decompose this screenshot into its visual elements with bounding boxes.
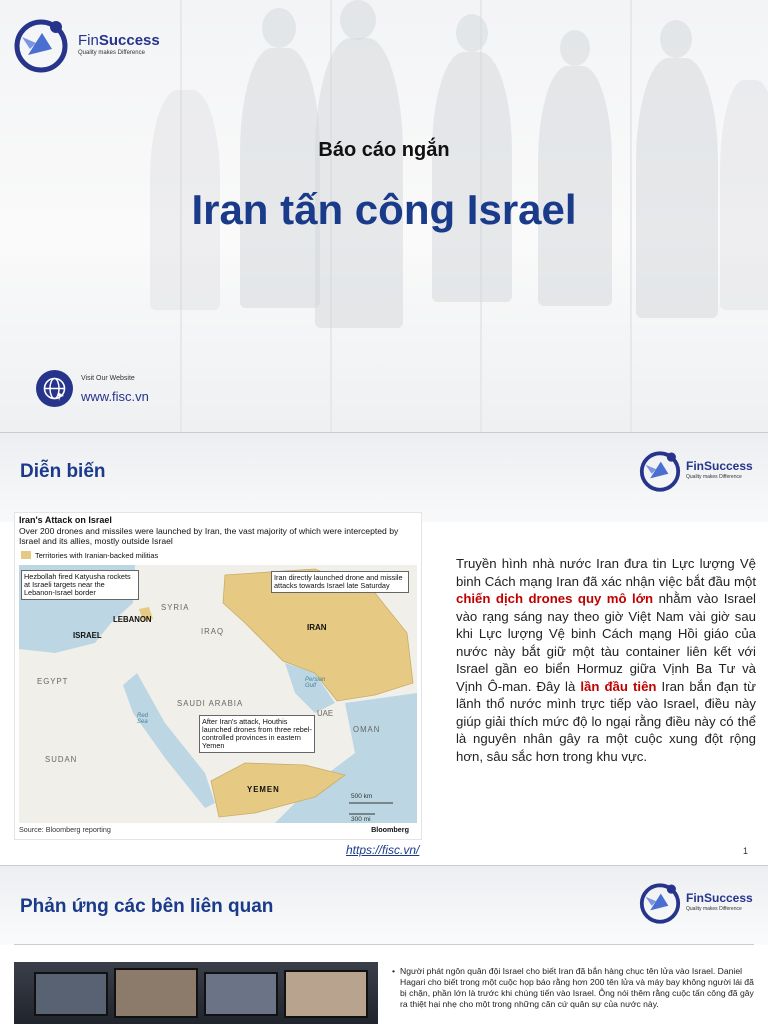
label-persian-gulf: Persian Gulf: [305, 677, 326, 689]
label-yemen: YEMEN: [247, 785, 280, 794]
page-number: 1: [743, 846, 749, 856]
label-lebanon: LEBANON: [113, 615, 152, 624]
label-egypt: EGYPT: [37, 677, 69, 686]
brand-logo: [12, 15, 160, 73]
brand-tagline: Quality makes Difference: [686, 474, 742, 480]
callout-iran: Iran directly launched drone and missile attacks towards Israel late Saturday: [271, 571, 409, 593]
scale-mi: 300 mi: [351, 816, 371, 823]
label-iran: IRAN: [307, 623, 327, 632]
brand-tagline: Quality makes Difference: [78, 49, 145, 56]
label-uae: UAE: [317, 709, 334, 718]
brand-name-suffix: Success: [704, 459, 753, 473]
brand-tagline: Quality makes Difference: [686, 906, 742, 912]
website-link[interactable]: www.fisc.vn: [81, 389, 149, 404]
report-title: Iran tấn công Israel: [191, 186, 577, 233]
callout-hezbollah: Hezbollah fired Katyusha rockets at Israeli targets near the Lebanon-Israel border: [21, 570, 139, 600]
title-slide: [0, 0, 768, 432]
brand-mark-icon: [638, 448, 682, 492]
para-highlight-2: lần đầu tiên: [580, 678, 657, 694]
para-highlight-1: chiến dịch drones quy mô lớn: [456, 591, 654, 606]
brand-logo-small: [638, 880, 753, 924]
events-paragraph: [456, 555, 756, 765]
brand-mark-icon: [638, 880, 682, 924]
events-heading: Diễn biến: [20, 461, 106, 482]
fisc-link[interactable]: https://fisc.vn/: [346, 843, 420, 857]
label-red-sea: Red Sea: [137, 713, 149, 725]
map-title: Iran's Attack on Israel: [19, 515, 112, 525]
label-oman: OMAN: [353, 725, 381, 734]
globe-icon[interactable]: [36, 370, 73, 407]
map-legend: Territories with Iranian-backed militias: [35, 551, 159, 560]
bullet-item: • Người phát ngôn quân đội Israel cho biết Iran đã bắn hàng chục tên lửa vào Israel. Daniel Hagari cho biết trong một cuộc họp báo rằng hơn 200 tên lửa và máy bay không người lái đã bị chặn, phần lớn là trước khi chúng tiến vào Israel. Ông nói thêm rằng cuộc tấn công đã gây ra thiệt hại nhẹ cho một trong những căn cứ quân sự của nước này.: [392, 966, 754, 1009]
brand-name-suffix: Success: [704, 891, 753, 905]
para-part-2: nhằm vào Israel vào rạng sáng nay theo giờ Việt Nam vài giờ sau khi Lực lượng Vệ binh Cách mạng Hồi giáo của nước này bắt giữ một tàu container liên kết với Israel gần eo biển Hormuz giữa Vịnh Ba Tư và Vịnh Ô-man. Đây là: [456, 591, 756, 694]
reactions-heading: Phản ứng các bên liên quan: [20, 896, 274, 917]
brand-logo-small: [638, 448, 753, 492]
report-subtitle: Báo cáo ngắn: [318, 139, 450, 161]
visit-website-label: Visit Our Website: [81, 375, 135, 382]
brand-name-prefix: Fin: [686, 891, 704, 905]
map-source: Source: Bloomberg reporting: [19, 825, 111, 834]
map-subtitle: Over 200 drones and missiles were launched by Iran, the vast majority of which were intercepted by Israel and its allies, mostly outside Israel: [19, 526, 399, 546]
legend-swatch: [21, 551, 31, 559]
callout-houthi: After Iran's attack, Houthis launched drones from three rebel-controlled provinces in eastern Yemen: [199, 715, 315, 753]
press-briefing-photo: [14, 962, 378, 1024]
brand-mark-icon: [12, 15, 70, 73]
brand-name-prefix: Fin: [686, 459, 704, 473]
label-syria: SYRIA: [161, 603, 190, 612]
label-iraq: IRAQ: [201, 627, 225, 636]
para-part-1: Truyền hình nhà nước Iran đưa tin Lực lượng Vệ binh Cách mạng Iran đã xác nhận việc bắt đầu một: [456, 556, 756, 589]
brand-name-suffix: Success: [98, 31, 160, 49]
bullet-text: Người phát ngôn quân đội Israel cho biết Iran đã bắn hàng chục tên lửa vào Israel. Daniel Hagari cho biết trong một cuộc họp báo rằng hơn 200 tên lửa và máy bay không người lái đã bị chặn, phần lớn là trước khi chúng tiến vào Israel. Ông nói thêm rằng cuộc tấn công đã gây ra thiệt hại nhẹ cho một trong những căn cứ quân sự của nước này.: [400, 966, 754, 1009]
brand-name-prefix: Fin: [78, 31, 99, 49]
label-sudan: SUDAN: [45, 755, 78, 764]
attack-map: [14, 512, 422, 840]
scale-km: 500 km: [351, 793, 373, 800]
map-credit: Bloomberg: [371, 825, 409, 834]
para-part-3: Iran bắn đạn từ lãnh thổ nước mình trực tiếp vào Israel, điều này giúp giải thích mức độ lo ngại rằng điều này có thể là nguyên nhân gây ra một cuộc xung đột rộng hơn, sâu sắc hơn trong khu vực.: [456, 678, 756, 764]
label-israel: ISRAEL: [73, 631, 102, 640]
label-saudi: SAUDI ARABIA: [177, 699, 244, 708]
